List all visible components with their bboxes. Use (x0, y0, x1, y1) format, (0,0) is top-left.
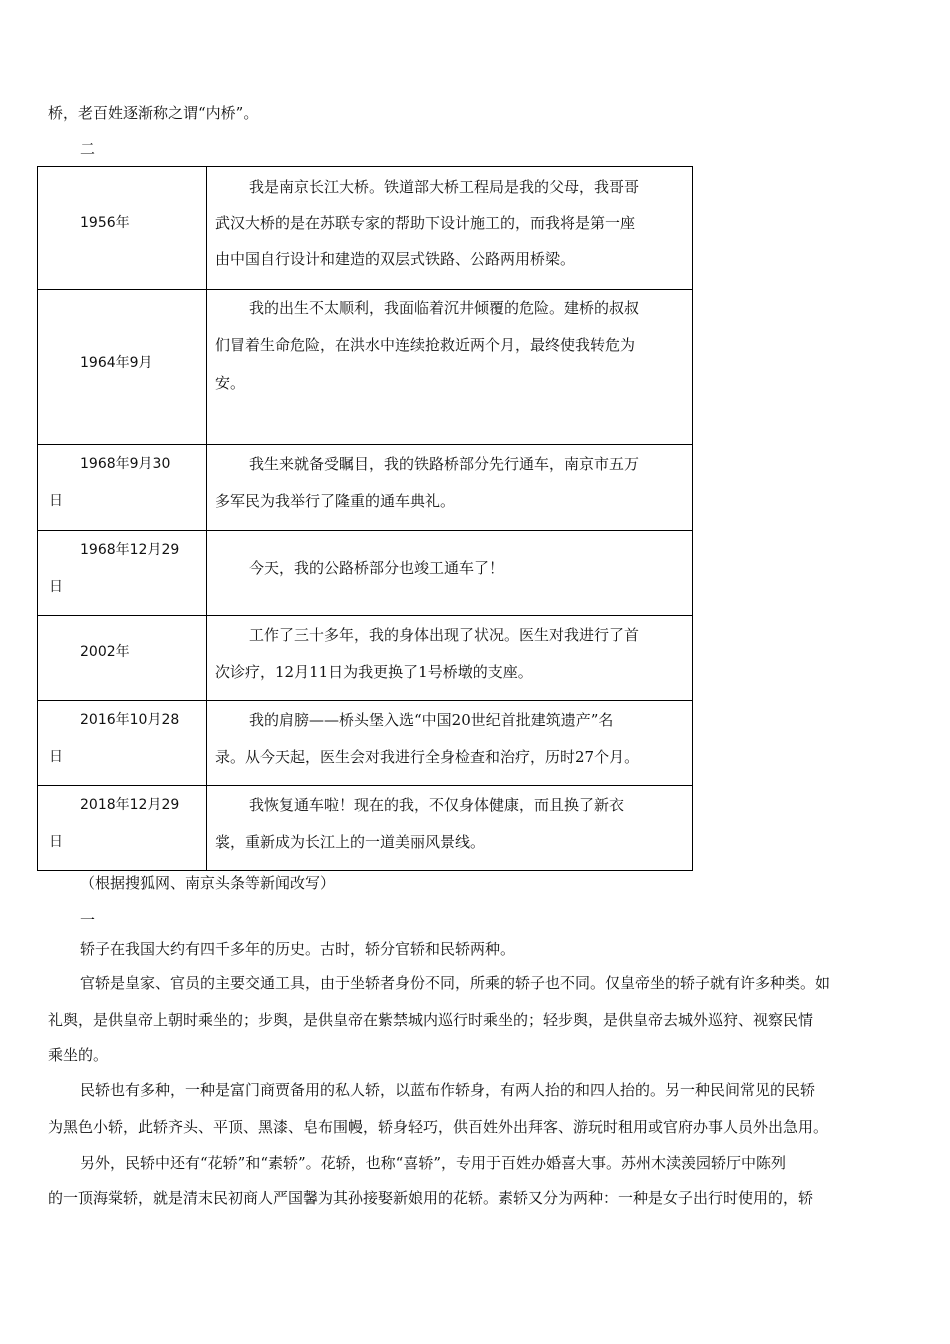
paragraph-line: 为黑色小轿，此轿齐头、平顶、黑漆、皂布围幔，轿身轻巧，供百姓外出拜客、游玩时租用或官府办事人员外出急用。 (48, 1118, 829, 1136)
event-line: 工作了三十多年，我的身体出现了状况。医生对我进行了首 (249, 626, 640, 644)
event-line: 裳，重新成为长江上的一道美丽风景线。 (215, 833, 486, 851)
date-text: 1968年9月30 (80, 456, 171, 472)
event-line: 我恢复通车啦！现在的我，不仅身体健康，而且换了新衣 (249, 796, 625, 814)
date-cell (38, 167, 207, 290)
paragraph-line: 民轿也有多种，一种是富门商贾备用的私人轿，以蓝布作轿身，有两人抬的和四人抬的。另一种民间常见的民轿 (80, 1081, 816, 1099)
event-cell (207, 701, 693, 786)
date-cell (38, 290, 207, 445)
event-line: 我生来就备受瞩目，我的铁路桥部分先行通车，南京市五万 (249, 455, 640, 473)
paragraph-line: 另外，民轿中还有“花轿”和“素轿”。花轿，也称“喜轿”，专用于百姓办婚喜大事。苏州木渎羡园轿厅中陈列 (80, 1154, 787, 1172)
date-text: 2002年 (80, 644, 130, 660)
date-text-cont: 日 (49, 834, 63, 850)
timeline-table (37, 166, 693, 871)
section-heading-two: 二 (80, 140, 96, 158)
event-line: 我是南京长江大桥。铁道部大桥工程局是我的父母，我哥哥 (249, 178, 640, 196)
event-cell (207, 290, 693, 445)
event-line: 由中国自行设计和建造的双层式铁路、公路两用桥梁。 (215, 250, 576, 268)
table-row (38, 616, 693, 701)
event-line: 安。 (215, 374, 246, 392)
event-cell (207, 167, 693, 290)
event-line: 录。从今天起，医生会对我进行全身检查和治疗，历时27个月。 (215, 748, 640, 766)
date-text-cont: 日 (49, 749, 63, 765)
date-cell (38, 531, 207, 616)
table-row (38, 786, 693, 871)
event-line: 我的肩膀——桥头堡入选“中国20世纪首批建筑遗产”名 (249, 711, 614, 729)
date-cell (38, 616, 207, 701)
date-text: 1956年 (80, 215, 130, 231)
date-cell (38, 786, 207, 871)
event-line: 次诊疗，12月11日为我更换了1号桥墩的支座。 (215, 663, 533, 681)
paragraph-line: 的一顶海棠轿，就是清末民初商人严国馨为其孙接娶新娘用的花轿。素轿又分为两种：一种是女子出行时使用的，轿 (48, 1189, 814, 1207)
table-row (38, 701, 693, 786)
top-line: 桥，老百姓逐渐称之谓“内桥”。 (48, 104, 259, 122)
date-cell (38, 445, 207, 531)
event-line: 我的出生不太顺利，我面临着沉井倾覆的危险。建桥的叔叔 (249, 299, 640, 317)
table-row (38, 290, 693, 445)
event-line: 多军民为我举行了隆重的通车典礼。 (215, 492, 456, 510)
event-cell (207, 786, 693, 871)
table-row (38, 445, 693, 531)
date-text-cont: 日 (49, 579, 63, 595)
date-text: 2016年10月28 (80, 712, 180, 728)
paragraph-line: 官轿是皇家、官员的主要交通工具，由于坐轿者身份不同，所乘的轿子也不同。仅皇帝坐的轿子就有许多种类。如 (80, 974, 831, 992)
table-row (38, 531, 693, 616)
source-note: （根据搜狐网、南京头条等新闻改写） (80, 874, 336, 892)
section-heading-one: 一 (80, 911, 96, 929)
date-text: 2018年12月29 (80, 797, 180, 813)
date-text: 1968年12月29 (80, 542, 180, 558)
paragraph-line: 乘坐的。 (48, 1046, 109, 1064)
paragraph-line: 轿子在我国大约有四千多年的历史。古时，轿分官轿和民轿两种。 (80, 940, 516, 958)
event-line: 们冒着生命危险，在洪水中连续抢救近两个月，最终使我转危为 (215, 336, 636, 354)
table-row (38, 167, 693, 290)
event-line: 今天，我的公路桥部分也竣工通车了！ (249, 559, 505, 577)
paragraph-line: 礼舆，是供皇帝上朝时乘坐的；步舆，是供皇帝在紫禁城内巡行时乘坐的；轻步舆，是供皇帝去城外巡狩、视察民情 (48, 1011, 814, 1029)
event-cell (207, 445, 693, 531)
event-cell (207, 616, 693, 701)
event-cell (207, 531, 693, 616)
date-text: 1964年9月 (80, 355, 153, 371)
date-cell (38, 701, 207, 786)
event-line: 武汉大桥的是在苏联专家的帮助下设计施工的，而我将是第一座 (215, 214, 636, 232)
date-text-cont: 日 (49, 493, 63, 509)
